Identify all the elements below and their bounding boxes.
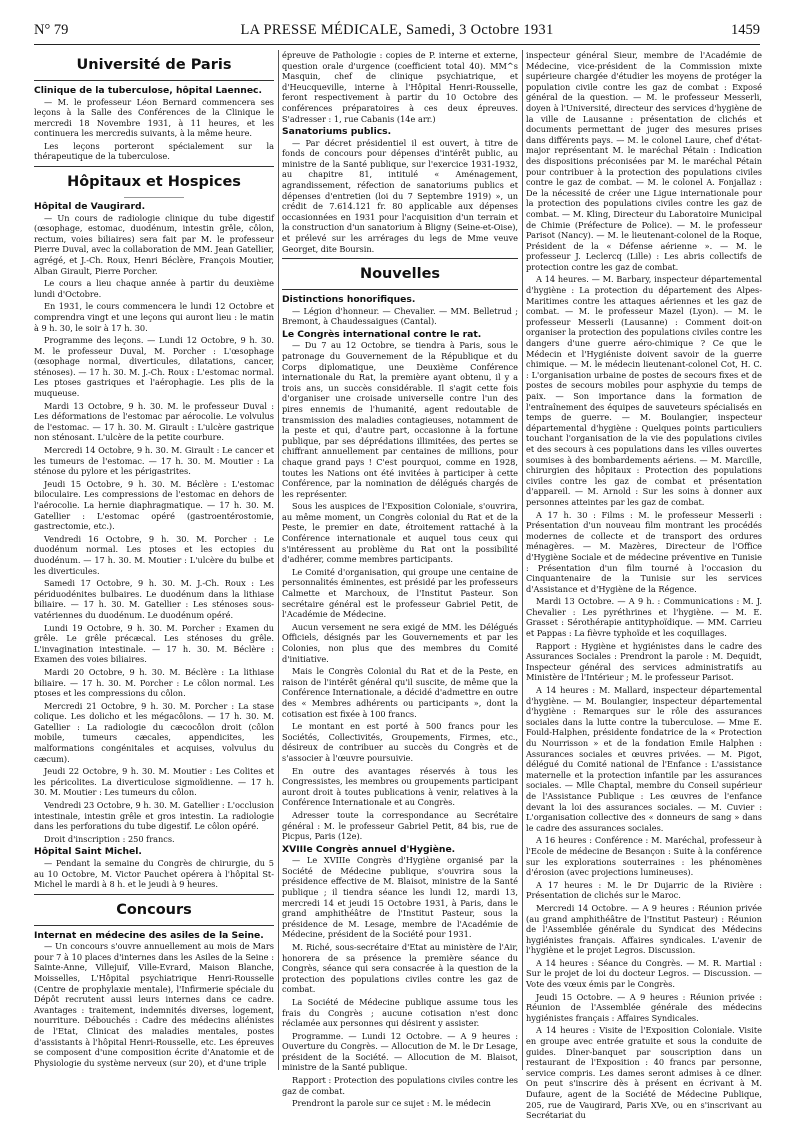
paragraph: — Un concours s'ouvre annuellement au mois de Mars pour 7 à 10 places d'internes dans les Asiles de la Seine : Sainte-Anne, Villejuif, Ville-Evrard, Maison Blanche, Moisselles, L'Hôpital psychiatrique Henri-Rousselle (Centre de prophylaxie mentale), l'Infirmerie spéciale du Dépôt recrutent aussi leurs internes dans ce cadre. Avantages : traitement, indemnités diverses, logement, nourriture. Débouchés : Cadre des médecins aliénistes de l'Etat, Clinicat des maladies mentales, postes d'assistants à l'hôpital Henri-Rousselle, etc. Les épreuves se composent d'une composition écrite d'Anatomie et de Physiologie du système nerveux (sur 20), et d'une triple	[34, 941, 274, 1068]
paragraph: — Le XVIIIe Congrès d'Hygiène organisé par la Société de Médecine publique, s'ouvrira sous la présidence effective de M. Blaisot, ministre de la Santé publique ; il tiendra séance les lundi 12, mardi 13, mercredi 14 et jeudi 15 Octobre 1931, à Paris, dans le grand amphithéâtre de l'Institut Pasteur, sous la présidence de M. Lesage, membre de l'Académie de Médecine, président de la Société pour 1931.	[282, 855, 518, 940]
paragraph: Adresser toute la correspondance au Secrétaire général : M. le professeur Gabriel Petit, 84 bis, rue de Picpus, Paris (12e).	[282, 809, 518, 842]
paragraph: En outre des avantages réservés à tous les Congressistes, les membres ou groupements participant auront droit à toutes publications à venir, relatives à la Conférence Internationale et au Congrès.	[282, 765, 518, 808]
paragraph: Les leçons porteront spécialement sur la thérapeutique de la tuberculose.	[34, 140, 274, 162]
section-rule	[282, 289, 518, 290]
paragraph: Rapport : Protection des populations civiles contre les gaz de combat.	[282, 1075, 518, 1096]
column-divider	[522, 50, 523, 1070]
paragraph: Mardi 20 Octobre, 9 h. 30. M. Béclère : La lithiase biliaire. — 17 h. 30. M. Porcher : Le côlon normal. Les ptoses et les compressions du côlon.	[34, 666, 274, 699]
column-divider	[278, 50, 279, 1070]
paragraph: A 17 heures : M. le Dr Dujarric de la Rivière : Présentation de clichés sur le Maroc.	[526, 879, 762, 901]
paragraph: A 17 h. 30 : Films : M. le professeur Messerli : Présentation d'un nouveau film montrant les procédés modernes de collecte et de transport des ordures ménagères. — M. Mazères, Directeur de l'Office d'Hygiène Sociale et de médecine préventive en Tunisie : Présentation d'un film tourné à l'occasion du Cinquantenaire de la Tunisie sur les services d'Assistance et d'Hygiène de la Régence.	[526, 509, 762, 594]
paragraph: Le montant en est porté à 500 francs pour les Sociétés, Collectivités, Groupements, Firmes, etc., désireux de contribuer au succès du Congrès et de s'associer à l'œuvre poursuivie.	[282, 721, 518, 763]
paragraph: Sous les auspices de l'Exposition Coloniale, s'ouvrira, au même moment, un Congrès colonial du Rat et de la Peste, le premier en date, étroitement rattaché à la Conférence internationale et auquel tous ceux qui s'intéressent au problème du Rat ont la possibilité d'adhérer, comme membres participants.	[282, 501, 518, 565]
column-1	[34, 50, 274, 1070]
paragraph: Jeudi 22 Octobre, 9 h. 30. M. Moutier : Les Colites et les péricolites. La diverticulose sigmoïdienne. — 17 h. 30. M. Moutier : Les tumeurs du côlon.	[34, 766, 274, 798]
article-heading: Sanatoriums publics.	[282, 126, 392, 138]
paragraph: inspecteur général Sieur, membre de l'Académie de Médecine, vice-président de la Commission mixte supérieure chargée d'étudier les moyens de protéger la population civile contre les gaz de combat : Exposé général de la question. — M. le professeur Messerli, doyen à l'Université, directeur des services d'hygiène de la ville de Lausanne : présentation de clichés et documents permettant de juger des mesures prises dans différents pays. — M. le colonel Laure, chef d'état-major représentant M. le maréchal Pétain : Indication des dispositions préconisées par M. le maréchal Pétain pour contribuer à la protection des populations civiles contre le gaz de combat. — M. le colonel A. Fonjallaz : De la nécessité de créer une Ligue internationale pour la protection des populations civiles contre les gaz de combat. — M. Kling, Directeur du Laboratoire Municipal de Chimie (Préfecture de Police). — M. le professeur Parisot (Nancy). — M. le lieutenant-colonel de la Roque, Président de la « Défense aérienne ». — M. le professeur J. Leclercq (Lille) : Les abris collectifs de protection contre les gaz de combat.	[526, 50, 762, 272]
paragraph: Jeudi 15 Octobre. — A 9 heures : Réunion privée : Réunion de l'Assemblée générale des médecins hygiénistes français : Affaires Syndicales.	[526, 991, 762, 1023]
paragraph: Rapport : Hygiène et hygiénistes dans le cadre des Assurances Sociales : Prendront la parole : M. Dequidt, Inspecteur général des services administratifs au Ministère de l'Intérieur ; M. le professeur Parisot.	[526, 640, 762, 683]
paragraph: Mercredi 21 Octobre, 9 h. 30. M. Porcher : La stase colique. Les dolicho et les mégacôlons. — 17 h. 30. M. Gatellier : La radiologie du cæcocôlon droit (côlon mobile, tumeurs cæcales, appendicites, les malformations congénitales et acquises, volvulus du cæcum).	[34, 700, 274, 764]
paragraph: Le Comité d'organisation, qui groupe une centaine de personnalités éminentes, est présidé par les professeurs Calmette et Marchoux, de l'Institut Pasteur. Son secrétaire général est le professeur Gabriel Petit, de l'Académie de Médecine.	[282, 566, 518, 620]
paragraph: Le cours a lieu chaque année à partir du deuxième lundi d'Octobre.	[34, 278, 274, 299]
journal-title: LA PRESSE MÉDICALE, Samedi, 3 Octobre 1931	[240, 22, 554, 38]
section-title-nouvelles: Nouvelles	[359, 266, 441, 283]
paragraph: Samedi 17 Octobre, 9 h. 30. M. J.-Ch. Roux : Les périduodénites bulbaires. Le duodénum dans la lithiase biliaire. — 17 h. 30. M. Gatellier : Les sténoses sous-vatériennes du duodénum. Le duodénum opéré.	[34, 578, 274, 620]
section-title-universite: Université de Paris	[76, 57, 232, 73]
paragraph: Programme des leçons. — Lundi 12 Octobre, 9 h. 30. M. le professeur Duval, M. Porcher : L'œsophage (œsophage normal, diverticules, dilatations, cancer, sténoses). — 17 h. 30. M. J.-Ch. Roux : L'estomac normal. Les ptoses gastriques et l'aérophagie. Les plis de la muqueuse.	[34, 335, 274, 399]
paragraph: A 14 heures. — M. Barbary, inspecteur départemental d'hygiène : La protection du département des Alpes-Maritimes contre les attaques aériennes et les gaz de combat. — M. le professeur Mazel (Lyon). — M. le professeur Messerli (Lausanne) : Comment doit-on organiser la protection des populations civiles contre les dangers d'une guerre aéro-chimique ? Ce que le Médecin et l'Hygiéniste doivent savoir de la guerre chimique. — M. le médecin lieutenant-colonel Cot, H. C. : L'organisation urbaine de postes de secours fixes et de postes de secours mobiles pour asphyxie du temps de paix. — Son importance dans la formation de l'entraînement des équipes de sauveteurs spécialisés en temps de guerre. — M. Boulangier, inspecteur départemental d'hygiène : Quelques points particuliers touchant l'organisation de la vie des populations civiles et des secours à ces populations dans les villes ouvertes soumises à des bombardements aériens. — M. Marcille, chirurgien des hôpitaux : Protection des populations civiles contre les gaz de combat et présentation d'appareil. — M. Arnold : Sur les soins à donner aux personnes atteintes par les gaz de combat.	[526, 274, 762, 507]
paragraph: — Légion d'honneur. — Chevalier. — MM. Belletrud ; Bremont, à Chaudessaigues (Cantal).	[282, 305, 518, 327]
paragraph: — Du 7 au 12 Octobre, se tiendra à Paris, sous le patronage du Gouvernement de la République et du Corps diplomatique, une Deuxième Conférence internationale du Rat, la première ayant obtenu, il y a trois ans, un succès considérable. Il s'agit cette fois d'organiser une croisade universelle contre l'un des pires ennemis de l'humanité, agent redoutable de transmission des maladies contagieuses, notamment de la peste et qui, d'autre part, occasionne à la fortune publique, par ses déprédations illimitées, des pertes se chiffrant annuellement par centaines de millions, pour chaque grand pays ! C'est pourquoi, comme en 1928, toutes les Nations ont été invitées à participer à cette Conférence, par la nomination de délégués chargés de les représenter.	[282, 340, 518, 499]
paragraph: Droit d'inscription : 250 francs.	[44, 833, 175, 844]
paragraph: Vendredi 16 Octobre, 9 h. 30. M. Porcher : Le duodénum normal. Les ptoses et les ectopies du duodénum. — 17 h. 30. M. Moutier : L'ulcère du bulbe et les diverticules.	[34, 533, 274, 576]
paragraph: Mercredi 14 Octobre. — A 9 heures : Réunion privée (au grand amphithéâtre de l'Institut Pasteur) : Réunion de l'Assemblée générale du Syndicat des Médecins hygiénistes français. Affaires syndicales. L'avenir de l'hygiène et le projet Legros. Discussion.	[526, 902, 762, 956]
section-rule	[34, 166, 274, 167]
title-rule	[124, 197, 184, 198]
article-heading: XVIIIe Congrès annuel d'Hygiène.	[282, 843, 456, 855]
paragraph: Aucun versement ne sera exigé de MM. les Délégués Officiels, désignés par les Gouvernements et par les Colonies, non plus que des membres du Comité d'initiative.	[282, 621, 518, 664]
page-header	[34, 22, 760, 44]
paragraph: Programme. — Lundi 12 Octobre. — A 9 heures : Ouverture du Congrès. — Allocution de M. le Dr Lesage, président de la Société. — Allocution de M. Blaisot, ministre de la Santé publique.	[282, 1030, 518, 1073]
paragraph: A 14 heures : M. Mallard, inspecteur départemental d'hygiène. — M. Boulangier, inspecteur départemental d'hygiène : Remarques sur le rôle des assurances sociales dans la lutte contre la tuberculose. — Mme E. Fould-Halphen, présidente fondatrice de la « Protection du Nourrisson » et de la fondation Emile Halphen : Assurances sociales et œuvres privées. — M. Pigot, délégué du Comité national de l'Enfance : L'assistance maternelle et la protection infantile par les assurances sociales. — Mlle Chaptal, membre du Conseil supérieur de l'Assistance Publique : Les œuvres de l'enfance devant la loi des assurances sociales. — M. Cuvier : L'organisation collective des « donneurs de sang » dans le cadre des assurances sociales.	[526, 685, 762, 833]
paragraph: Mercredi 14 Octobre, 9 h. 30. M. Girault : Le cancer et les tumeurs de l'estomac. — 17 h. 30. M. Moutier : La sténose du pylore et les périgastrites.	[34, 445, 274, 477]
paragraph: Mais le Congrès Colonial du Rat et de la Peste, en raison de l'intérêt général qu'il suscite, de même que la Conférence Internationale, a décidé d'admettre en outre des « Membres adhérents ou participants », dont la cotisation est fixée à 100 francs.	[282, 666, 518, 719]
article-heading: Internat en médecine des asiles de la Seine.	[34, 929, 264, 941]
paragraph: — Par décret présidentiel il est ouvert, à titre de fonds de concours pour dépenses d'intérêt public, au ministre de la Santé publique, sur l'exercice 1931-1932, au chapitre 81, intitulé « Aménagement, agrandissement, réfection de sanatoriums publics et dépenses d'entretien (loi du 7 Septembre 1919) », un crédit de 7.614.121 fr. 80 applicable aux dépenses occasionnées en 1931 pour l'acquisition d'un terrain et la construction d'un sanatorium à Bligny (Seine-et-Oise), et prélevé sur les arrérages du legs de Mme veuve Georget, dite Boursin.	[282, 137, 518, 254]
header-rule	[34, 44, 760, 45]
section-rule	[34, 925, 274, 926]
paragraph: En 1931, le cours commencera le lundi 12 Octobre et comprendra vingt et une leçons qui auront lieu : le matin à 9 h. 30, le soir à 17 h. 30.	[34, 301, 274, 333]
paragraph: épreuve de Pathologie : copies de P. interne et externe, question orale d'urgence (coefficient total 40). MM^s Masquin, chef de clinique psychiatrique, et d'Heucqueville, interne à l'Hôpital Henri-Rousselle, feront respectivement à partir du 10 Octobre des conférences préparatoires à ces deux épreuves. S'adresser : 1, rue Cabanis (14e arr.)	[282, 50, 518, 124]
section-title-hopitaux: Hôpitaux et Hospices	[67, 174, 241, 191]
article-heading: Clinique de la tuberculose, hôpital Laennec.	[34, 85, 262, 96]
section-rule	[34, 894, 274, 895]
section-rule	[34, 80, 274, 81]
page-number: 1459	[731, 22, 760, 38]
paragraph: A 14 heures : Visite de l'Exposition Coloniale. Visite en groupe avec entrée gratuite et sous la conduite de guides. Dîner-banquet par souscription dans un restaurant de l'Exposition : 40 francs par personne, service compris. Les dames seront admises à ce dîner. On peut s'inscrire dès à présent en écrivant à M. Dufaure, agent de la Société de Médecine Publique, 205, rue de Vaugirard, Paris XVe, ou en s'inscrivant au Secrétariat du	[526, 1025, 762, 1121]
article-heading: Hôpital de Vaugirard.	[34, 201, 146, 213]
issue-number: N° 79	[34, 22, 69, 38]
column-3	[526, 50, 762, 1121]
paragraph: Mardi 13 Octobre, 9 h. 30. M. le professeur Duval : Les déformations de l'estomac par aérocolie. Le volvulus de l'estomac. — 17 h. 30. M. Girault : L'ulcère gastrique non sténosant. L'ulcère de la petite courbure.	[34, 400, 274, 443]
paragraph: A 16 heures : Conférence : M. Maréchal, professeur à l'Ecole de médecine de Besançon : Suite à la conférence sur les explorations souterraines : les phénomènes d'érosion (avec projections lumineuses).	[526, 835, 762, 878]
section-title-concours: Concours	[116, 901, 192, 918]
paragraph: Prendront la parole sur ce sujet : M. le médecin	[292, 1098, 491, 1109]
paragraph: Jeudi 15 Octobre, 9 h. 30. M. Béclère : L'estomac biloculaire. Les compressions de l'estomac en dehors de l'aérocolie. La hernie diaphragmatique. — 17 h. 30. M. Gatellier : L'estomac opéré (gastroentérostomie, gastrectomie, etc.).	[34, 478, 274, 532]
paragraph: — M. le professeur Léon Bernard commencera ses leçons à la Salle des Conférences de la Clinique le mercredi 18 Novembre 1931, à 11 heures, et les continuera les mercredis suivants, à la même heure.	[34, 96, 274, 139]
paragraph: — Un cours de radiologie clinique du tube digestif (œsophage, estomac, duodénum, intestin grêle, côlon, rectum, voies biliaires) sera fait par M. le professeur Pierre Duval, avec la collaboration de MM. Jean Gatellier, agrégé, et J.-Ch. Roux, Henri Béclère, François Moutier, Alban Girault, Pierre Porcher.	[34, 212, 274, 276]
article-heading: Hôpital Saint Michel.	[34, 846, 142, 858]
paragraph: — Pendant la semaine du Congrès de chirurgie, du 5 au 10 Octobre, M. Victor Pauchet opérera à l'hôpital St-Michel le mardi à 8 h. et le jeudi à 9 heures.	[34, 857, 274, 890]
paragraph: Mardi 13 Octobre. — A 9 h. : Communications : M. J. Chevalier : Les pyréthrines et l'hygiène. — M. E. Grasset : Sérothérapie antityphoïdique. — MM. Carrieu et Pappas : La fièvre typhoïde et les coquillages.	[526, 596, 762, 639]
article-heading: Le Congrès international contre le rat.	[282, 328, 482, 340]
paragraph: A 14 heures : Séance du Congrès. — M. R. Martial : Sur le projet de loi du docteur Legros. — Discussion. — Vote des vœux émis par le Congrès.	[526, 957, 762, 990]
paragraph: Vendredi 23 Octobre, 9 h. 30. M. Gatellier : L'occlusion intestinale, intestin grêle et gros intestin. La radiologie dans les perforations du tube digestif. Le côlon opéré.	[34, 800, 274, 832]
paragraph: M. Riché, sous-secrétaire d'Etat au ministère de l'Air, honorera de sa présence la première séance du Congrès, séance qui sera consacrée à la question de la protection des populations civiles contre les gaz de combat.	[282, 941, 518, 995]
paragraph: La Société de Médecine publique assume tous les frais du Congrès ; aucune cotisation n'est donc réclamée aux personnes qui désirent y assister.	[282, 996, 518, 1029]
article-heading: Distinctions honorifiques.	[282, 294, 416, 306]
column-2	[282, 50, 518, 1109]
section-rule	[282, 258, 518, 259]
paragraph: Lundi 19 Octobre, 9 h. 30. M. Porcher : Examen du grêle. Le grêle précæcal. Les sténoses du grêle. L'invagination intestinale. — 17 h. 30. M. Béclère : Examen des voies biliaires.	[34, 622, 274, 665]
